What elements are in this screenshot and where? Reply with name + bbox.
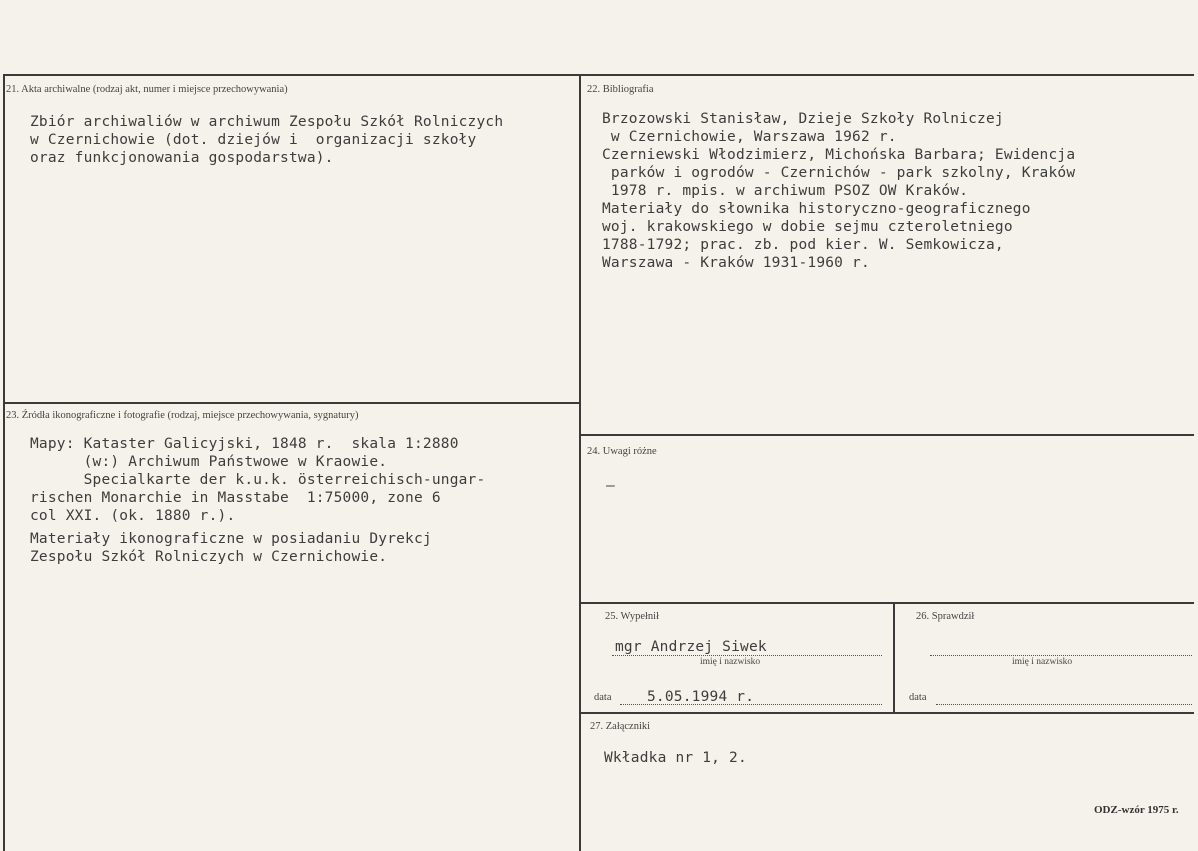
section-22-line: woj. krakowskiego w dobie sejmu czteroletniego: [602, 219, 1013, 235]
section-23-label: 23. Źródła ikonograficzne i fotografie (rodzaj, miejsce przechowywania, sygnatury): [6, 410, 359, 421]
section-23-line: (w:) Archiwum Państwowe w Kraowie.: [30, 454, 388, 470]
section-26-name-line: [930, 655, 1192, 656]
section-23-line: Zespołu Szkół Rolniczych w Czernichowie.: [30, 549, 388, 565]
right-mid-rule: [580, 434, 1194, 436]
section-26-date-line: [936, 704, 1192, 705]
section-27-label: 27. Załączniki: [590, 721, 651, 732]
section-25-name-caption: imię i nazwisko: [700, 657, 761, 667]
section-27-value: Wkładka nr 1, 2.: [604, 750, 747, 766]
section-22-line: 1788-1792; prac. zb. pod kier. W. Semkowicza,: [602, 237, 1004, 253]
section-22-line: Brzozowski Stanisław, Dzieje Szkoły Rolniczej: [602, 111, 1004, 127]
section-25-date-label: data: [594, 692, 612, 703]
section-23-line: Materiały ikonograficzne w posiadaniu Dyrekcj: [30, 531, 432, 547]
section-23-line: Mapy: Kataster Galicyjski, 1848 r. skala 1:2880: [30, 436, 459, 452]
section-21-line: Zbiór archiwaliów w archiwum Zespołu Szkół Rolniczych: [30, 114, 504, 130]
section-25-name: mgr Andrzej Siwek: [615, 639, 767, 655]
section-21-line: w Czernichowie (dot. dziejów i organizacji szkoły: [30, 132, 477, 148]
section-22-label: 22. Bibliografia: [587, 84, 654, 95]
section-21-line: oraz funkcjonowania gospodarstwa).: [30, 150, 334, 166]
section-23-line: rischen Monarchie in Masstabe 1:75000, zone 6: [30, 490, 441, 506]
section-22-line: Czerniewski Włodzimierz, Michońska Barbara; Ewidencja: [602, 147, 1076, 163]
section-21-label: 21. Akta archiwalne (rodzaj akt, numer i miejsce przechowywania): [6, 84, 288, 95]
left-mid-rule: [4, 402, 580, 404]
center-vertical-rule: [579, 74, 581, 851]
section-22-line: parków i ogrodów - Czernichów - park szkolny, Kraków: [602, 165, 1076, 181]
signature-top-rule: [580, 602, 1194, 604]
section-25-label: 25. Wypełnił: [605, 611, 660, 622]
section-26-label: 26. Sprawdził: [916, 611, 975, 622]
top-rule: [4, 74, 1194, 76]
section-25-name-line: [612, 655, 882, 656]
section-26-date-label: data: [909, 692, 927, 703]
section-24-value: –: [606, 478, 615, 494]
signature-divider: [893, 602, 895, 712]
signature-bottom-rule: [580, 712, 1194, 714]
section-22-line: Warszawa - Kraków 1931-1960 r.: [602, 255, 870, 271]
section-23-line: Specialkarte der k.u.k. österreichisch-ungar-: [30, 472, 486, 488]
section-22-line: w Czernichowie, Warszawa 1962 r.: [602, 129, 897, 145]
left-rule: [3, 74, 5, 851]
section-22-line: Materiały do słownika historyczno-geograficznego: [602, 201, 1031, 217]
section-25-date: 5.05.1994 r.: [647, 689, 755, 705]
section-22-line: 1978 r. mpis. w archiwum PSOZ OW Kraków.: [602, 183, 969, 199]
section-23-line: col XXI. (ok. 1880 r.).: [30, 508, 236, 524]
section-26-name-caption: imię i nazwisko: [1012, 657, 1073, 667]
section-24-label: 24. Uwagi różne: [587, 446, 657, 457]
form-template-id: ODZ-wzór 1975 r.: [1094, 804, 1179, 816]
